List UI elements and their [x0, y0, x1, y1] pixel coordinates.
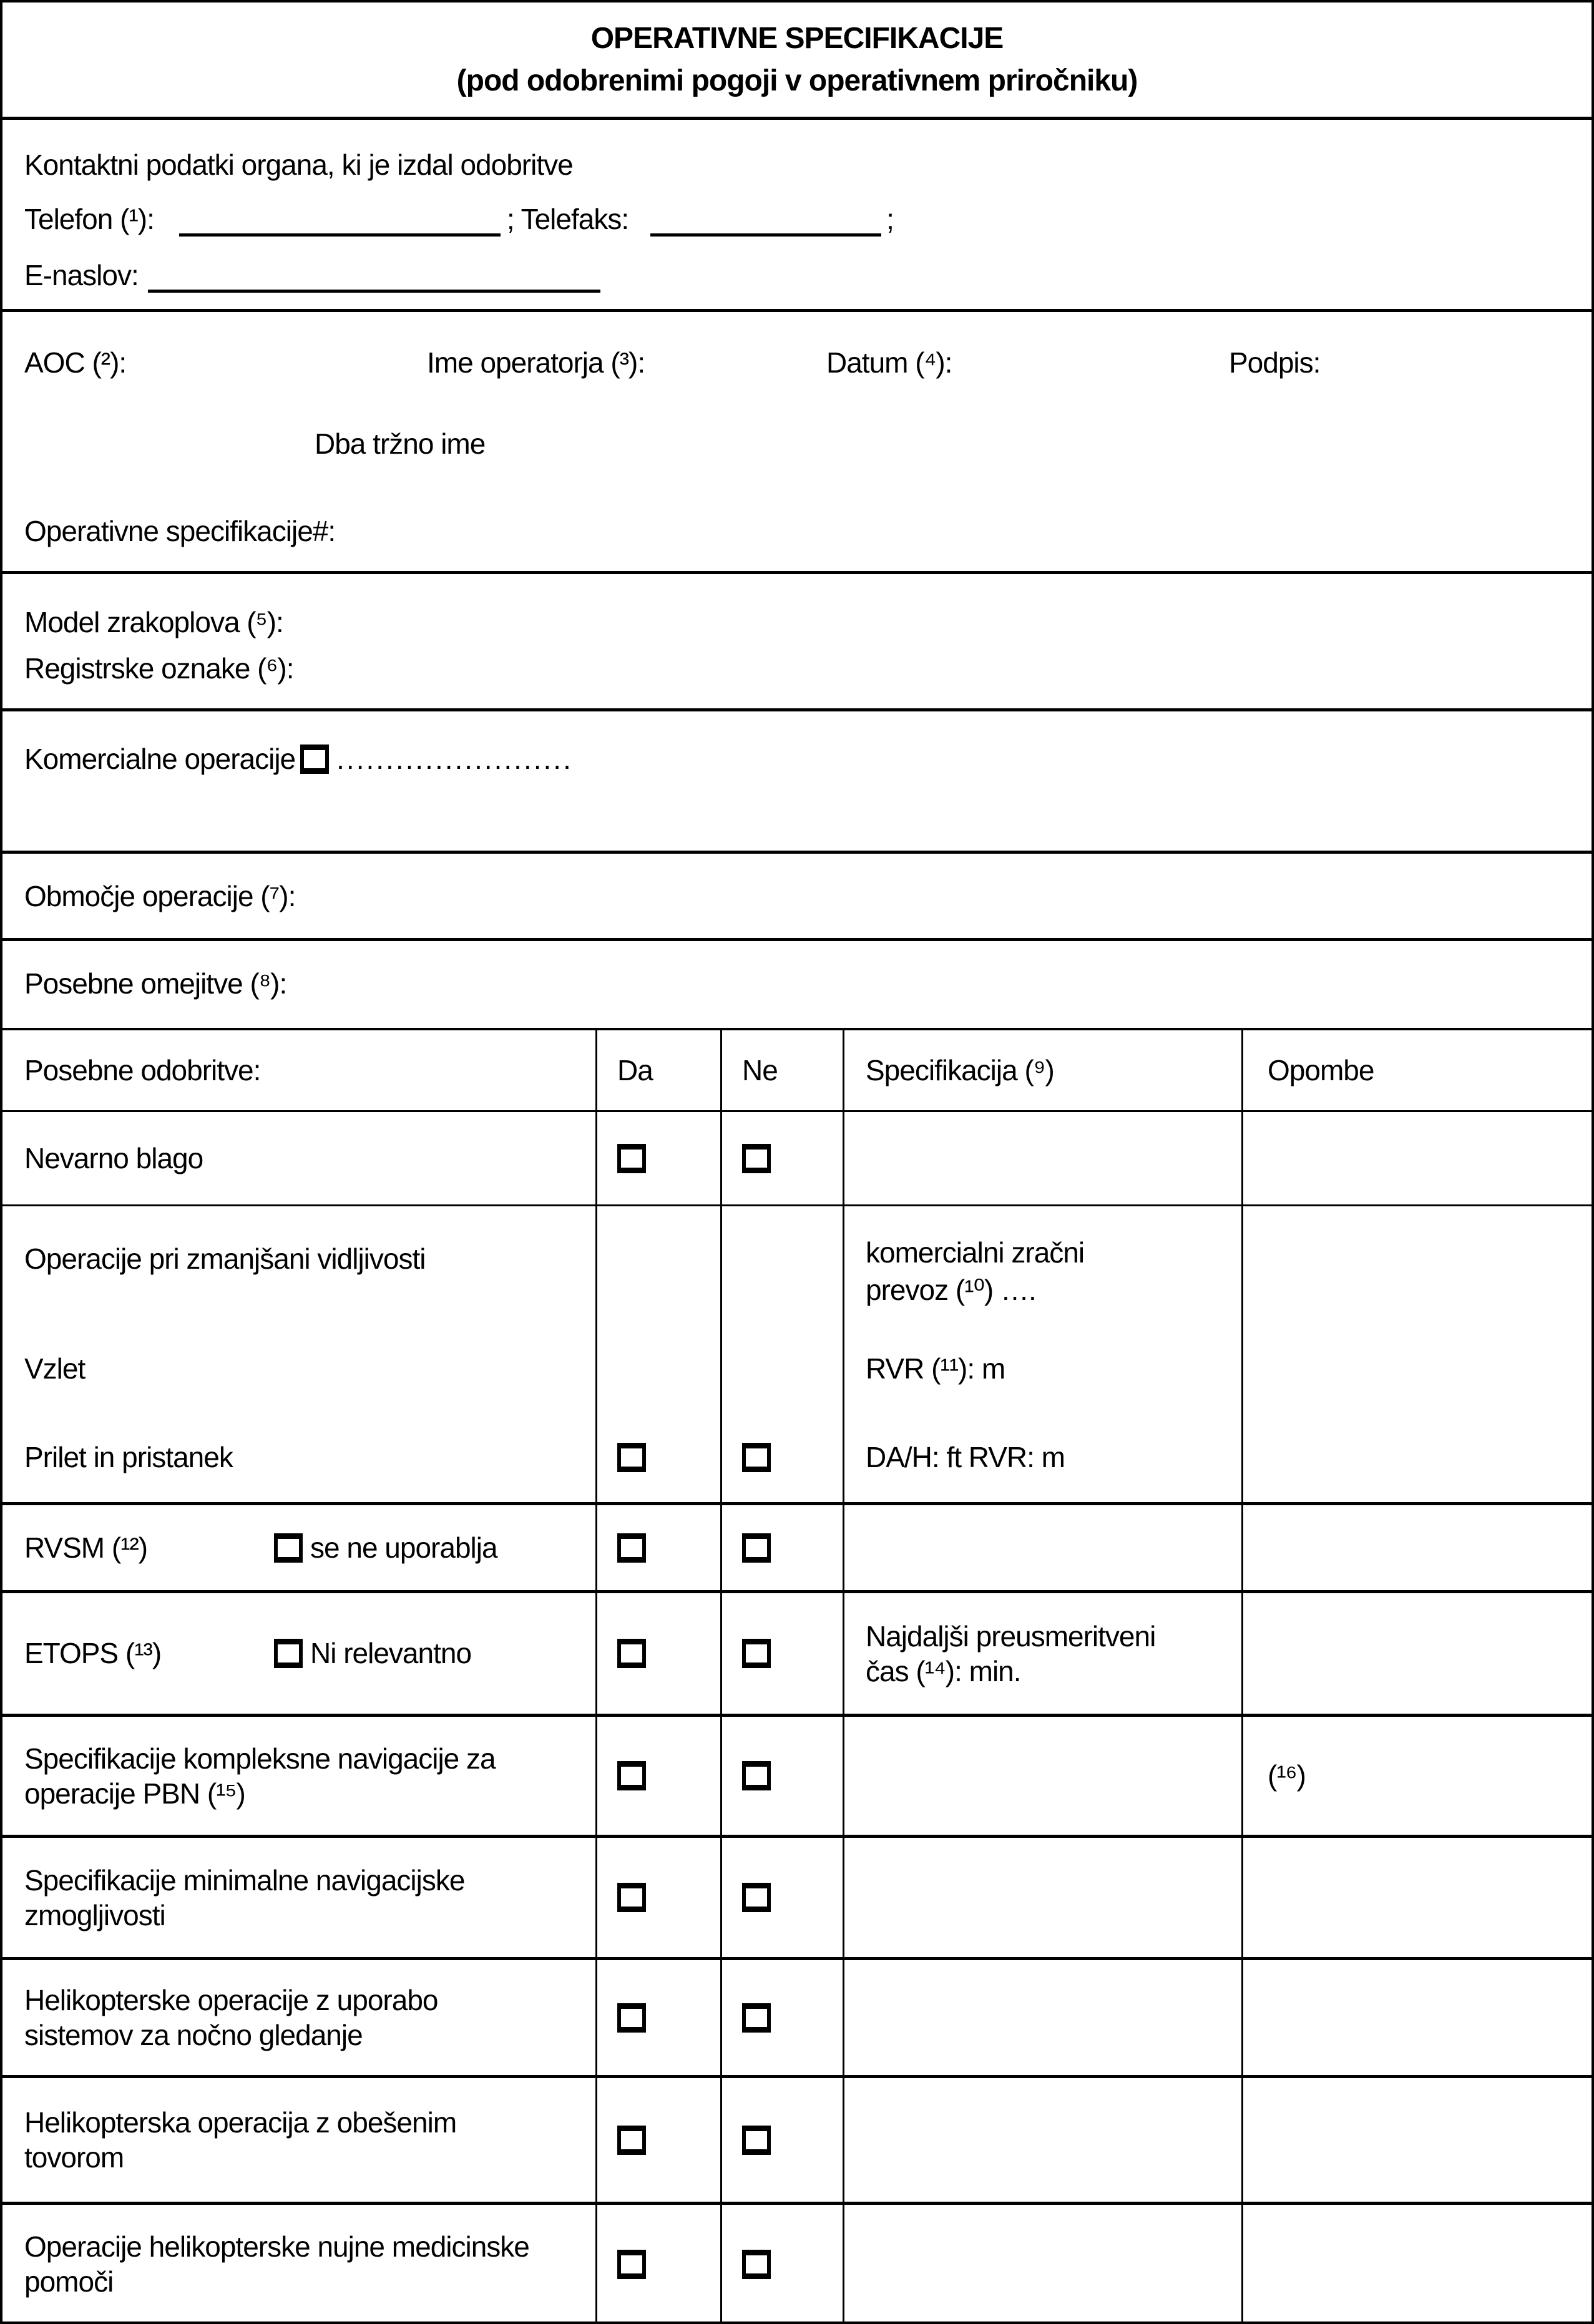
takeoff-spec: RVR (¹¹): m: [843, 1325, 1241, 1412]
sling-load-spec-cell: [843, 2078, 1241, 2202]
rvsm-ne-checkbox[interactable]: [742, 1533, 771, 1563]
header-notes: Opombe: [1241, 1030, 1592, 1110]
table-row-pbn: [2, 1714, 1592, 1835]
page-title: OPERATIVNE SPECIFIKACIJE: [590, 22, 1004, 56]
sling-load-da-checkbox[interactable]: [617, 2126, 646, 2155]
hems-notes-cell: [1241, 2205, 1592, 2323]
email-fill-line[interactable]: [148, 268, 600, 293]
hems-spec-cell: [843, 2205, 1241, 2323]
email-label: E-naslov:: [24, 258, 139, 291]
header-approvals: Posebne odobritve:: [24, 1053, 261, 1086]
dangerous-goods-spec-cell: [843, 1112, 1241, 1204]
special-limitations-section: [2, 938, 1592, 1028]
night-vision-da-checkbox[interactable]: [617, 2003, 646, 2033]
commercial-operations-checkbox[interactable]: [300, 745, 329, 774]
dba-trade-name-label: Dba tržno ime: [315, 427, 486, 460]
header-no: Ne: [720, 1030, 843, 1110]
night-vision-label: Helikopterske operacije z uporabo sistemov za nočno gledanje: [24, 1984, 438, 2051]
table-row-low-visibility: [2, 1204, 1592, 1502]
rvsm-not-applicable-label: se ne uporablja: [310, 1531, 497, 1564]
commercial-operations-dotted-line: ........................: [336, 743, 573, 775]
header-yes: Da: [595, 1030, 720, 1110]
rvsm-label: RVSM (¹²): [24, 1531, 148, 1564]
table-row-dangerous-goods: [2, 1110, 1592, 1204]
phone-fill-line[interactable]: [179, 212, 501, 237]
date-label: Datum (⁴):: [826, 346, 952, 379]
etops-notes-cell: [1241, 1593, 1592, 1714]
aircraft-model-label: Model zrakoplova (⁵):: [24, 606, 283, 638]
approach-landing-da-checkbox[interactable]: [617, 1443, 646, 1472]
table-row-etops: [2, 1590, 1592, 1714]
phone-label: Telefon (¹):: [24, 202, 154, 235]
min-nav-ne-checkbox[interactable]: [742, 1883, 771, 1912]
night-vision-ne-checkbox[interactable]: [742, 2003, 771, 2033]
contact-section: [2, 117, 1592, 309]
signature-label: Podpis:: [1229, 346, 1321, 379]
table-row-min-nav: [2, 1835, 1592, 1957]
dangerous-goods-notes-cell: [1241, 1112, 1592, 1204]
min-nav-spec-cell: [843, 1838, 1241, 1957]
etops-ne-checkbox[interactable]: [742, 1639, 771, 1668]
fax-fill-line[interactable]: [650, 212, 881, 237]
hems-label: Operacije helikopterske nujne medicinske pomoči: [24, 2230, 529, 2298]
approach-landing-ne-checkbox[interactable]: [742, 1443, 771, 1472]
registration-marks-label: Registrske oznake (⁶):: [24, 652, 294, 685]
pbn-spec-cell: [843, 1717, 1241, 1835]
special-approvals-table: [2, 1028, 1592, 2323]
rvsm-da-checkbox[interactable]: [617, 1533, 646, 1563]
aoc-section: [2, 309, 1592, 571]
min-nav-label: Specifikacije minimalne navigacijske zmogljivosti: [24, 1863, 465, 1931]
operator-name-label: Ime operatorja (³):: [427, 346, 645, 379]
rvsm-notes-cell: [1241, 1505, 1592, 1590]
rvsm-spec-cell: [843, 1505, 1241, 1590]
low-visibility-spec: komercialni zračni prevoz (¹⁰) ….: [843, 1206, 1241, 1325]
operations-specifications-number-label: Operativne specifikacije#:: [24, 515, 336, 547]
sling-load-ne-checkbox[interactable]: [742, 2126, 771, 2155]
low-visibility-label: Operacije pri zmanjšani vidljivosti: [24, 1243, 426, 1275]
dangerous-goods-da-checkbox[interactable]: [617, 1144, 646, 1173]
etops-label: ETOPS (¹³): [24, 1637, 162, 1670]
approach-landing-label: Prilet in pristanek: [24, 1440, 233, 1473]
form-title-section: [2, 2, 1592, 117]
area-of-operation-label: Območje operacije (⁷):: [24, 880, 296, 912]
etops-not-relevant-checkbox[interactable]: [274, 1639, 303, 1668]
dangerous-goods-ne-checkbox[interactable]: [742, 1144, 771, 1173]
night-vision-notes-cell: [1241, 1960, 1592, 2075]
special-limitations-label: Posebne omejitve (⁸):: [24, 967, 287, 1000]
approach-landing-spec: DA/H: ft RVR: m: [843, 1412, 1241, 1502]
dangerous-goods-label: Nevarno blago: [24, 1141, 203, 1174]
table-header-row: [2, 1028, 1592, 1110]
pbn-label: Specifikacije kompleksne navigacije za operacije PBN (¹⁵): [24, 1742, 496, 1810]
table-row-sling-load: [2, 2075, 1592, 2202]
hems-ne-checkbox[interactable]: [742, 2250, 771, 2279]
min-nav-da-checkbox[interactable]: [617, 1883, 646, 1912]
commercial-operations-label: Komercialne operacije: [24, 743, 296, 775]
header-specification: Specifikacija (⁹): [843, 1030, 1241, 1110]
phone-fax-line: [24, 203, 1592, 237]
takeoff-label: Vzlet: [24, 1352, 86, 1385]
area-of-operation-section: [2, 851, 1592, 938]
pbn-ne-checkbox[interactable]: [742, 1761, 771, 1790]
aircraft-section: [2, 571, 1592, 708]
hems-da-checkbox[interactable]: [617, 2250, 646, 2279]
etops-da-checkbox[interactable]: [617, 1639, 646, 1668]
aoc-label: AOC (²):: [24, 346, 127, 379]
etops-spec: Najdaljši preusmeritveni čas (¹⁴): min.: [843, 1593, 1241, 1714]
etops-not-relevant-label: Ni relevantno: [310, 1637, 472, 1670]
min-nav-notes-cell: [1241, 1838, 1592, 1957]
pbn-notes: (¹⁶): [1241, 1717, 1592, 1835]
night-vision-spec-cell: [843, 1960, 1241, 2075]
table-row-hems: [2, 2202, 1592, 2323]
sling-load-label: Helikopterska operacija z obešenim tovorom: [24, 2106, 457, 2174]
page-subtitle: (pod odobrenimi pogoji v operativnem priročniku): [456, 64, 1138, 97]
contact-heading: Kontaktni podatki organa, ki je izdal odobritve: [24, 149, 573, 181]
sling-load-notes-cell: [1241, 2078, 1592, 2202]
fax-label: ; Telefaks:: [506, 202, 629, 235]
table-row-rvsm: [2, 1502, 1592, 1590]
email-line: [24, 259, 1592, 293]
table-row-night-vision: [2, 1957, 1592, 2075]
pbn-da-checkbox[interactable]: [617, 1761, 646, 1790]
after-fax-semicolon: ;: [886, 202, 894, 235]
commercial-operations-section: [2, 708, 1592, 851]
rvsm-not-applicable-checkbox[interactable]: [274, 1533, 303, 1563]
